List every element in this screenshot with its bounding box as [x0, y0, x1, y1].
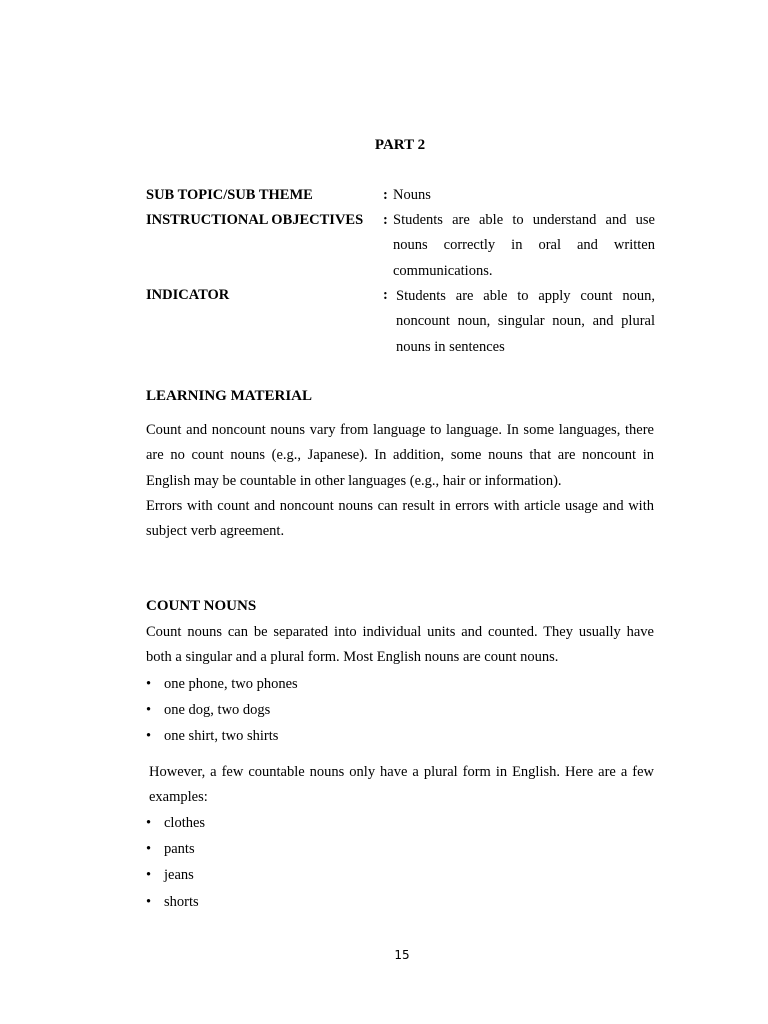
- bullet-icon: •: [146, 728, 152, 745]
- bullet-icon: •: [146, 841, 152, 858]
- bullet-icon: •: [146, 676, 152, 692]
- indicator-colon: :: [383, 287, 388, 303]
- sub-topic-colon: :: [383, 187, 388, 203]
- objectives-colon: :: [383, 212, 388, 228]
- bullet-icon: •: [146, 702, 152, 719]
- count-nouns-heading: COUNT NOUNS: [146, 598, 257, 614]
- list-item: [146, 672, 298, 698]
- indicator-value: Students are able to apply count noun, noncount noun, singular noun, and plural nouns in sentences: [396, 288, 655, 355]
- learning-material-text: [146, 418, 654, 544]
- list-item: [146, 811, 205, 837]
- list-item: [146, 698, 298, 724]
- bullet-icon: •: [146, 867, 152, 884]
- list-item-text: clothes: [164, 815, 206, 831]
- list-item: [146, 890, 205, 916]
- learning-material-paragraph-2: Errors with count and noncount nouns can result in errors with article usage and with subject verb agreement.: [146, 497, 654, 540]
- list-item-text: one dog, two dogs: [164, 702, 271, 719]
- list-item-text: jeans: [164, 867, 194, 884]
- sub-topic-label: SUB TOPIC/SUB THEME: [146, 187, 313, 203]
- count-noun-examples-list: [146, 672, 298, 751]
- objectives-label: INSTRUCTIONAL OBJECTIVES: [146, 212, 364, 228]
- list-item: [146, 863, 205, 889]
- list-item-text: shorts: [164, 893, 199, 910]
- bullet-icon: •: [146, 815, 152, 831]
- count-nouns-paragraph: Count nouns can be separated into individual units and counted. They usually have both a singular and a plural form. Most English nouns are count nouns.: [146, 624, 654, 666]
- list-item: [146, 837, 205, 863]
- list-item: [146, 724, 298, 750]
- objectives-value: Students are able to understand and use nouns correctly in oral and written communications.: [393, 212, 655, 279]
- plural-only-examples-list: [146, 811, 205, 916]
- list-item-text: one shirt, two shirts: [164, 728, 279, 745]
- bullet-icon: •: [146, 893, 152, 910]
- page-number: 15: [394, 948, 410, 962]
- part-title: PART 2: [374, 137, 426, 153]
- learning-material-paragraph-1: Count and noncount nouns vary from language to language. In some languages, there are no count nouns (e.g., Japanese). In addition, some nouns that are noncount in English may be countable in other languages (e.g., hair or information).: [146, 422, 654, 489]
- sub-topic-value: Nouns: [393, 187, 431, 203]
- plural-only-intro: However, a few countable nouns only have a plural form in English. Here are a few examples:: [149, 764, 654, 806]
- list-item-text: one phone, two phones: [164, 676, 298, 692]
- list-item-text: pants: [164, 841, 195, 858]
- indicator-label: INDICATOR: [146, 287, 230, 303]
- learning-material-heading: LEARNING MATERIAL: [146, 388, 312, 404]
